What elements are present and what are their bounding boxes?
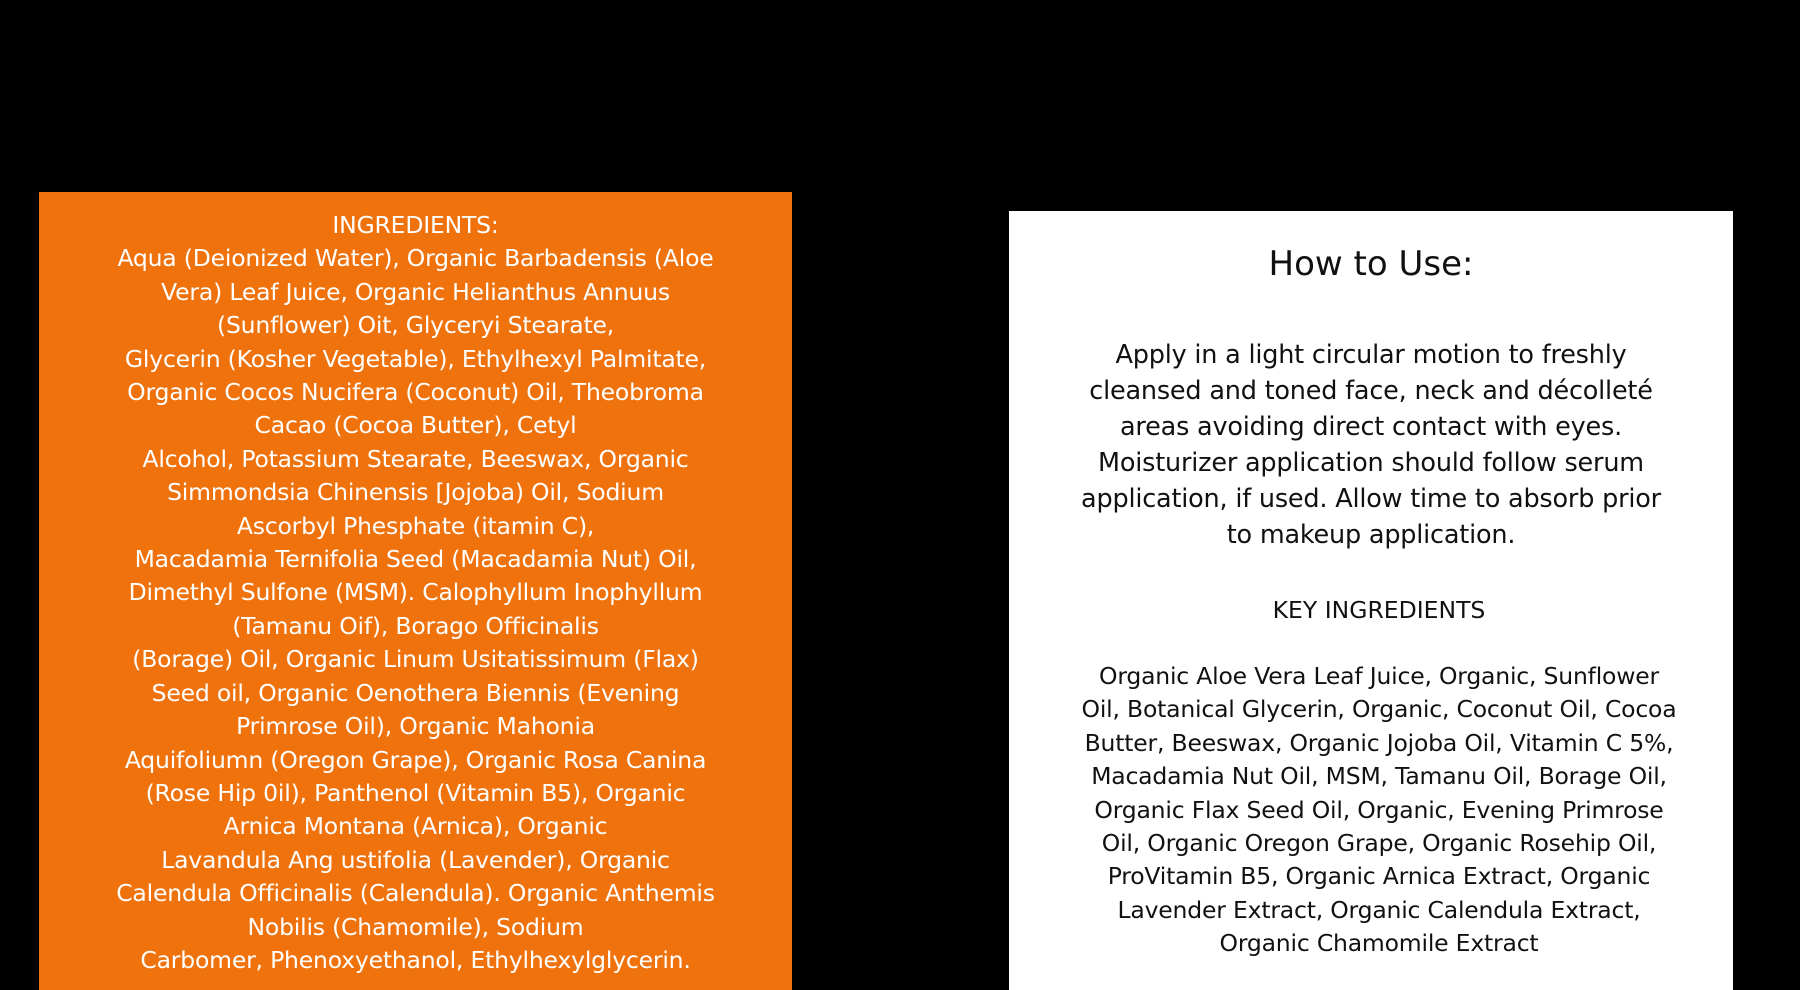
ingredients-line: Carbomer, Phenoxyethanol, Ethylhexylglycerin. xyxy=(140,945,691,974)
key-ingredients-line: Macadamia Nut Oil, MSM, Tamanu Oil, Borage Oil, xyxy=(1091,762,1667,791)
key-ingredients-line: Organic Aloe Vera Leaf Juice, Organic, Sunflower xyxy=(1099,662,1659,690)
ingredients-line: Alcohol, Potassium Stearate, Beeswax, Organic xyxy=(142,444,689,473)
ingredients-line: Primrose Oil), Organic Mahonia xyxy=(236,712,595,741)
ingredients-line: Nobilis (Chamomile), Sodium xyxy=(247,912,584,941)
key-ingredients-line: Organic Chamomile Extract xyxy=(1219,929,1539,958)
ingredients-line: (Tamanu Oif), Borago Officinalis xyxy=(232,611,599,640)
key-ingredients-line: Oil, Organic Oregon Grape, Organic Rosehip Oil, xyxy=(1101,829,1657,858)
usage-line: Moisturizer application should follow serum xyxy=(1098,448,1644,478)
key-ingredients-line: Oil, Botanical Glycerin, Organic, Coconut Oil, Cocoa xyxy=(1081,695,1677,724)
ingredients-line: Lavandula Ang ustifolia (Lavender), Organic xyxy=(161,845,670,874)
usage-line: cleansed and toned face, neck and décolleté xyxy=(1089,376,1653,406)
key-ingredients-heading: KEY INGREDIENTS xyxy=(1272,596,1486,624)
ingredients-line: Organic Cocos Nucifera (Coconut) Oil, Theobroma xyxy=(127,378,704,407)
ingredients-line: Aquifoliumn (Oregon Grape), Organic Rosa Canina xyxy=(124,745,707,774)
ingredients-line: Dimethyl Sulfone (MSM). Calophyllum Inophyllum xyxy=(128,578,703,607)
usage-title: How to Use: xyxy=(1268,244,1474,284)
key-ingredients-list xyxy=(1009,660,1733,961)
ingredients-line: Cacao (Cocoa Butter), Cetyl xyxy=(254,411,577,440)
ingredients-line: (Borage) Oil, Organic Linum Usitatissimum (Flax) xyxy=(132,645,699,674)
key-ingredients-line: Butter, Beeswax, Organic Jojoba Oil, Vitamin C 5%, xyxy=(1084,728,1674,757)
ingredients-line: Macadamia Ternifolia Seed (Macadamia Nut) Oil, xyxy=(134,545,697,574)
usage-panel xyxy=(1009,211,1733,990)
usage-line: Apply in a light circular motion to freshly xyxy=(1115,340,1627,370)
key-ingredients-line: Lavender Extract, Organic Calendula Extract, xyxy=(1117,895,1641,924)
ingredients-line: Seed oil, Organic Oenothera Biennis (Evening xyxy=(151,678,680,707)
ingredients-line: Aqua (Deionized Water), Organic Barbadensis (Aloe xyxy=(117,244,714,273)
usage-line: application, if used. Allow time to absorb prior xyxy=(1081,484,1661,514)
key-ingredients-line: ProVitamin B5, Organic Arnica Extract, Organic xyxy=(1107,862,1651,891)
ingredients-line: Vera) Leaf Juice, Organic Helianthus Annuus xyxy=(161,277,670,306)
ingredients-panel xyxy=(39,192,792,990)
ingredients-heading: INGREDIENTS: xyxy=(332,211,499,239)
key-ingredients-line: Organic Flax Seed Oil, Organic, Evening Primrose xyxy=(1094,795,1664,824)
ingredients-line: Calendula Officinalis (Calendula). Organic Anthemis xyxy=(116,879,715,908)
usage-line: to makeup application. xyxy=(1226,520,1516,550)
ingredients-line: (Sunflower) Oit, Glyceryi Stearate, xyxy=(217,311,614,340)
ingredients-line: Arnica Montana (Arnica), Organic xyxy=(223,812,608,841)
ingredients-line: (Rose Hip 0il), Panthenol (Vitamin B5), Organic xyxy=(145,778,686,807)
usage-instructions xyxy=(1009,337,1733,553)
ingredients-line: Ascorbyl Phesphate (itamin C), xyxy=(236,511,595,540)
ingredients-line: Glycerin (Kosher Vegetable), Ethylhexyl Palmitate, xyxy=(124,344,707,373)
usage-line: areas avoiding direct contact with eyes. xyxy=(1120,412,1622,442)
ingredients-line: Simmondsia Chinensis [Jojoba) Oil, Sodium xyxy=(167,478,664,507)
